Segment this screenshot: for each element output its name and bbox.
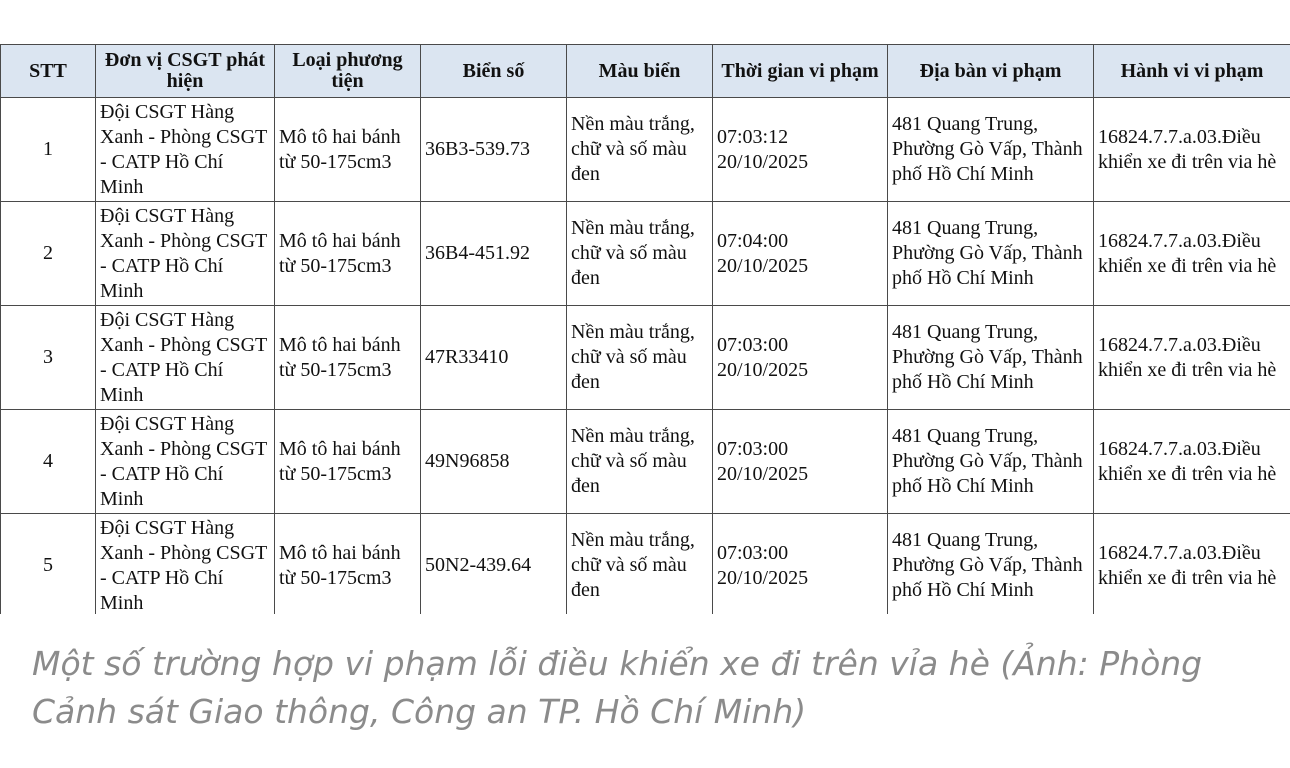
cell-unit: Đội CSGT Hàng Xanh - Phòng CSGT - CATP Hồ Chí Minh <box>96 202 275 306</box>
cell-plate-color: Nền màu trắng, chữ và số màu đen <box>567 410 713 514</box>
cell-stt: 4 <box>1 410 96 514</box>
cell-violation: 16824.7.7.a.03.Điều khiển xe đi trên via hè <box>1094 306 1290 410</box>
cell-vehicle-type: Mô tô hai bánh từ 50-175cm3 <box>275 514 421 615</box>
cell-plate-color: Nền màu trắng, chữ và số màu đen <box>567 514 713 615</box>
cell-plate-color: Nền màu trắng, chữ và số màu đen <box>567 202 713 306</box>
image-caption: Một số trường hợp vi phạm lỗi điều khiển xe đi trên vỉa hè (Ảnh: Phòng Cảnh sát Giao thông, Công an TP. Hồ Chí Minh) <box>32 644 1203 731</box>
header-plate-color: Màu biển <box>567 45 713 98</box>
table-row <box>1 514 1290 615</box>
violations-table-image <box>0 44 1290 614</box>
header-plate-number: Biển số <box>421 45 567 98</box>
header-vehicle-type: Loại phương tiện <box>275 45 421 98</box>
cell-plate-number: 36B4-451.92 <box>421 202 567 306</box>
cell-vehicle-type: Mô tô hai bánh từ 50-175cm3 <box>275 306 421 410</box>
table-row <box>1 202 1290 306</box>
cell-plate-number: 50N2-439.64 <box>421 514 567 615</box>
header-unit: Đơn vị CSGT phát hiện <box>96 45 275 98</box>
header-location: Địa bàn vi phạm <box>888 45 1094 98</box>
cell-stt: 1 <box>1 98 96 202</box>
cell-violation-time: 07:03:00 20/10/2025 <box>713 514 888 615</box>
cell-plate-number: 49N96858 <box>421 410 567 514</box>
table-row <box>1 410 1290 514</box>
header-violation: Hành vi vi phạm <box>1094 45 1290 98</box>
cell-unit: Đội CSGT Hàng Xanh - Phòng CSGT - CATP Hồ Chí Minh <box>96 98 275 202</box>
cell-location: 481 Quang Trung, Phường Gò Vấp, Thành phố Hồ Chí Minh <box>888 98 1094 202</box>
cell-violation: 16824.7.7.a.03.Điều khiển xe đi trên via hè <box>1094 98 1290 202</box>
cell-violation-time: 07:03:12 20/10/2025 <box>713 98 888 202</box>
cell-violation-time: 07:03:00 20/10/2025 <box>713 410 888 514</box>
cell-plate-number: 47R33410 <box>421 306 567 410</box>
violations-table <box>0 44 1290 614</box>
cell-vehicle-type: Mô tô hai bánh từ 50-175cm3 <box>275 202 421 306</box>
cell-stt: 2 <box>1 202 96 306</box>
cell-stt: 3 <box>1 306 96 410</box>
cell-location: 481 Quang Trung, Phường Gò Vấp, Thành phố Hồ Chí Minh <box>888 410 1094 514</box>
cell-plate-color: Nền màu trắng, chữ và số màu đen <box>567 98 713 202</box>
cell-vehicle-type: Mô tô hai bánh từ 50-175cm3 <box>275 98 421 202</box>
cell-unit: Đội CSGT Hàng Xanh - Phòng CSGT - CATP Hồ Chí Minh <box>96 306 275 410</box>
cell-violation: 16824.7.7.a.03.Điều khiển xe đi trên via hè <box>1094 410 1290 514</box>
table-header-row <box>1 45 1290 98</box>
cell-violation-time: 07:04:00 20/10/2025 <box>713 202 888 306</box>
cell-plate-color: Nền màu trắng, chữ và số màu đen <box>567 306 713 410</box>
cell-violation: 16824.7.7.a.03.Điều khiển xe đi trên via hè <box>1094 202 1290 306</box>
cell-plate-number: 36B3-539.73 <box>421 98 567 202</box>
table-row <box>1 98 1290 202</box>
cell-violation-time: 07:03:00 20/10/2025 <box>713 306 888 410</box>
cell-unit: Đội CSGT Hàng Xanh - Phòng CSGT - CATP Hồ Chí Minh <box>96 410 275 514</box>
header-violation-time: Thời gian vi phạm <box>713 45 888 98</box>
cell-stt: 5 <box>1 514 96 615</box>
cell-unit: Đội CSGT Hàng Xanh - Phòng CSGT - CATP Hồ Chí Minh <box>96 514 275 615</box>
cell-violation: 16824.7.7.a.03.Điều khiển xe đi trên via hè <box>1094 514 1290 615</box>
cell-vehicle-type: Mô tô hai bánh từ 50-175cm3 <box>275 410 421 514</box>
cell-location: 481 Quang Trung, Phường Gò Vấp, Thành phố Hồ Chí Minh <box>888 202 1094 306</box>
cell-location: 481 Quang Trung, Phường Gò Vấp, Thành phố Hồ Chí Minh <box>888 306 1094 410</box>
header-stt: STT <box>1 45 96 98</box>
cell-location: 481 Quang Trung, Phường Gò Vấp, Thành phố Hồ Chí Minh <box>888 514 1094 615</box>
table-row <box>1 306 1290 410</box>
